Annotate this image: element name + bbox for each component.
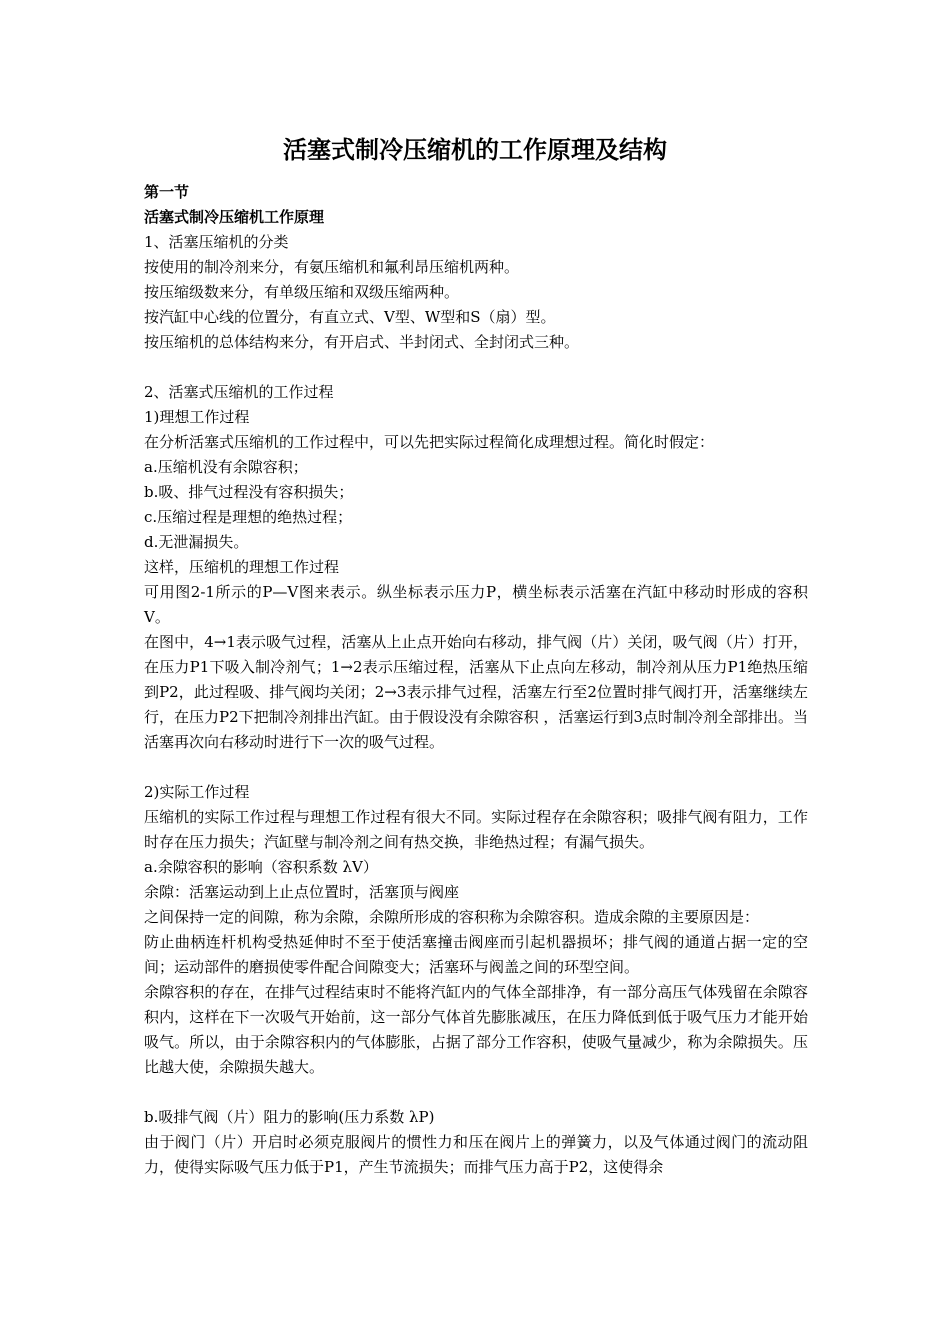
document-title: 活塞式制冷压缩机的工作原理及结构 bbox=[283, 136, 667, 164]
subheading-actual-process: 2)实际工作过程 bbox=[144, 783, 250, 801]
list-item: c.压缩过程是理想的绝热过程； bbox=[144, 508, 353, 526]
paragraph-spacer bbox=[144, 355, 808, 380]
paragraph-spacer bbox=[144, 1080, 808, 1105]
paragraph: 按压缩机的总体结构来分，有开启式、半封闭式、全封闭式三种。 bbox=[144, 333, 580, 351]
paragraph: 由于阀门（片）开启时必须克服阀片的惯性力和压在阀片上的弹簧力，以及气体通过阀门的流动阻 力，使得实际吸气压力低于P1，产生节流损失；而排气压力高于P2，这使得余 bbox=[144, 1133, 808, 1176]
paragraph: 可用图2-1所示的P—V图来表示。纵坐标表示压力P，横坐标表示活塞在汽缸中移动时形成的容积V。 bbox=[144, 583, 808, 626]
paragraph: 在分析活塞式压缩机的工作过程中，可以先把实际过程简化成理想过程。简化时假定： bbox=[144, 433, 715, 451]
paragraph: 这样，压缩机的理想工作过程 bbox=[144, 558, 340, 576]
section-title: 活塞式制冷压缩机工作原理 bbox=[144, 208, 325, 226]
subheading-ideal-process: 1)理想工作过程 bbox=[144, 408, 250, 426]
section-label: 第一节 bbox=[144, 183, 190, 201]
heading-classification: 1、活塞压缩机的分类 bbox=[144, 233, 289, 251]
list-item: b.吸、排气过程没有容积损失； bbox=[144, 483, 354, 501]
list-item: b.吸排气阀（片）阻力的影响(压力系数 λP) bbox=[144, 1108, 435, 1126]
paragraph: 压缩机的实际工作过程与理想工作过程有很大不同。实际过程存在余隙容积；吸排气阀有阻力，工作时存在压力损失；汽缸壁与制冷剂之间有热交换，非绝热过程；有漏气损失。 bbox=[144, 808, 808, 851]
list-item: d.无泄漏损失。 bbox=[144, 533, 249, 551]
paragraph: 按汽缸中心线的位置分，有直立式、V型、W型和S（扇）型。 bbox=[144, 308, 556, 326]
document-body bbox=[144, 180, 808, 1180]
list-item: a.余隙容积的影响（容积系数 λV） bbox=[144, 858, 378, 876]
paragraph: 按使用的制冷剂来分，有氨压缩机和氟利昂压缩机两种。 bbox=[144, 258, 520, 276]
paragraph-spacer bbox=[144, 755, 808, 780]
paragraph: 防止曲柄连杆机构受热延伸时不至于使活塞撞击阀座而引起机器损坏；排气阀的通道占据一定的空间；运动部件的磨损使零件配合间隙变大；活塞环与阀盖之间的环型空间。 bbox=[144, 933, 808, 976]
heading-working-process: 2、活塞式压缩机的工作过程 bbox=[144, 383, 334, 401]
paragraph: 余隙容积的存在，在排气过程结束时不能将汽缸内的气体全部排净，有一部分高压气体残留在余隙容积内，这样在下一次吸气开始前，这一部分气体首先膨胀减压，在压力降低到低于吸气压力才能开始吸气。所以，由于余隙容积内的气体膨胀，占据了部分工作容积，使吸气量减少，称为余隙损失。压比越大使，余隙损失越大。 bbox=[144, 983, 808, 1076]
paragraph: 在图中，4→1表示吸气过程，活塞从上止点开始向右移动，排气阀（片）关闭，吸气阀（片）打开，在压力P1下吸入制冷剂气；1→2表示压缩过程，活塞从下止点向左移动，制冷剂从压力P1绝热压缩到P2，此过程吸、排气阀均关闭；2→3表示排气过程，活塞左行至2位置时排气阀打开，活塞继续左行，在压力P2下把制冷剂排出汽缸。由于假设没有余隙容积 ，活塞运行到3点时制冷剂全部排出。当活塞再次向右移动时进行下一次的吸气过程。 bbox=[144, 633, 808, 751]
paragraph: 余隙：活塞运动到上止点位置时，活塞顶与阀座 bbox=[144, 883, 460, 901]
paragraph: 之间保持一定的间隙，称为余隙，余隙所形成的容积称为余隙容积。造成余隙的主要原因是： bbox=[144, 908, 760, 926]
list-item: a.压缩机没有余隙容积； bbox=[144, 458, 308, 476]
paragraph: 按压缩级数来分，有单级压缩和双级压缩两种。 bbox=[144, 283, 460, 301]
